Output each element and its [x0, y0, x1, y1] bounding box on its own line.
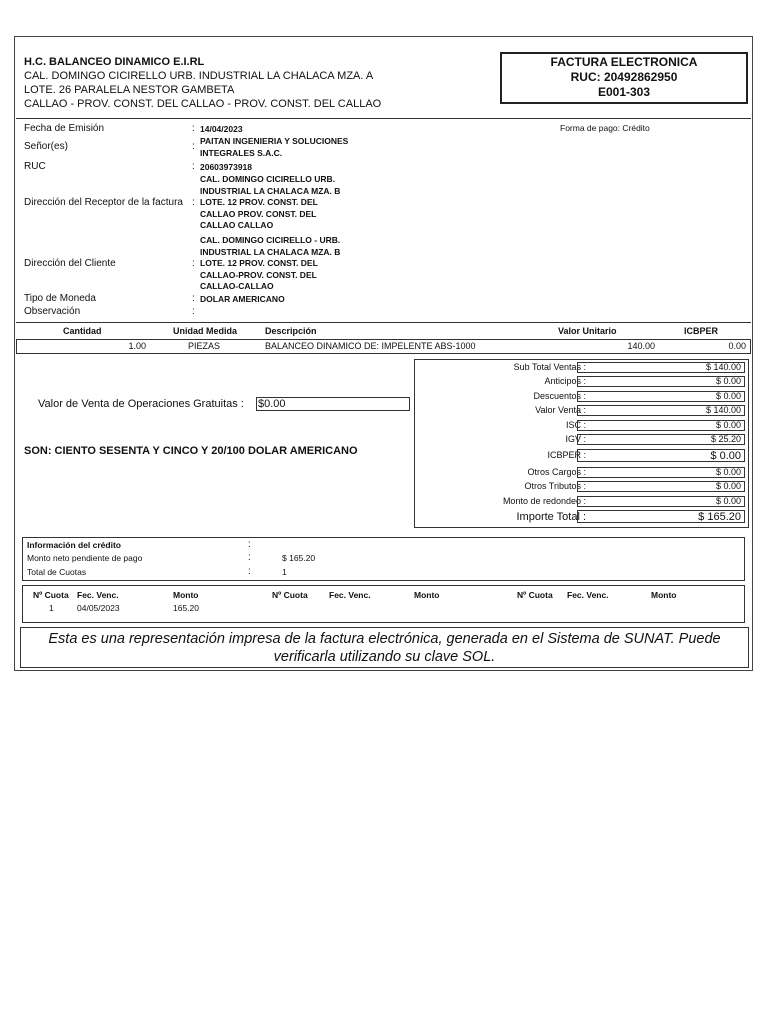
- col-valor-unitario: Valor Unitario: [558, 326, 617, 336]
- total-cuotas-label: Total de Cuotas: [27, 567, 87, 577]
- ruc-value: 20603973918: [200, 162, 253, 172]
- cuota-fecha: 04/05/2023: [77, 603, 120, 613]
- total-label: Anticipos :: [544, 376, 586, 386]
- sunat-footer-note: [20, 627, 749, 668]
- colon: :: [192, 293, 195, 304]
- invoice-title: FACTURA ELECTRONICA: [550, 55, 698, 69]
- table-bottom-line: [16, 353, 751, 354]
- colon: :: [192, 306, 195, 317]
- cell-valor-unitario: 140.00: [627, 341, 655, 351]
- colon: :: [248, 566, 251, 577]
- cuota-number: 1: [49, 603, 54, 613]
- total-value: $ 0.00: [577, 467, 745, 478]
- cuota-header: Nº Cuota: [33, 590, 69, 600]
- issuer-address-line1: CAL. DOMINGO CICIRELLO URB. INDUSTRIAL LA CHALACA MZA. A: [24, 70, 374, 82]
- issuer-name: H.C. BALANCEO DINAMICO E.I.RL: [24, 56, 205, 68]
- dir-cliente-label: Dirección del Cliente: [24, 258, 116, 269]
- monto-pendiente-label: Monto neto pendiente de pago: [27, 553, 143, 563]
- cell-cantidad: 1.00: [128, 341, 146, 351]
- dir-receptor-line: CAL. DOMINGO CICIRELLO URB.: [200, 174, 336, 184]
- dir-cliente-line: INDUSTRIAL LA CHALACA MZA. B: [200, 246, 341, 257]
- invoice-id-box: [500, 52, 748, 104]
- colon: :: [192, 258, 195, 269]
- header-divider: [16, 118, 751, 119]
- cuota-header: Monto: [414, 590, 440, 600]
- ruc-label: RUC: [24, 161, 46, 172]
- cell-unidad: PIEZAS: [188, 341, 221, 351]
- col-cantidad: Cantidad: [63, 326, 102, 336]
- table-header-line: [16, 339, 751, 340]
- monto-pendiente-value: $ 165.20: [282, 553, 316, 563]
- dir-receptor-line: CALLAO PROV. CONST. DEL: [200, 208, 317, 219]
- invoice-ruc: RUC: 20492862950: [570, 70, 678, 84]
- cuota-header: Monto: [173, 590, 199, 600]
- moneda-label: Tipo de Moneda: [24, 293, 96, 304]
- fecha-value: 14/04/2023: [200, 124, 243, 134]
- total-label: Importe Total :: [516, 511, 586, 523]
- total-label: Otros Cargos :: [527, 467, 586, 477]
- cuota-header: Monto: [651, 590, 677, 600]
- cuota-header: Nº Cuota: [272, 590, 308, 600]
- fecha-label: Fecha de Emisión: [24, 123, 105, 134]
- cell-icbper: 0.00: [728, 341, 746, 351]
- colon: :: [192, 161, 195, 172]
- son-amount-words: SON: CIENTO SESENTA Y CINCO Y 20/100 DOLAR AMERICANO: [24, 445, 358, 457]
- total-label: Descuentos :: [533, 391, 586, 401]
- dir-receptor-value: [200, 174, 340, 232]
- dir-cliente-line: LOTE. 12 PROV. CONST. DEL: [200, 258, 318, 268]
- total-label: Sub Total Ventas :: [513, 362, 586, 372]
- total-value: $ 0.00: [577, 481, 745, 492]
- moneda-value: DOLAR AMERICANO: [200, 294, 285, 304]
- dir-cliente-value: [200, 235, 340, 293]
- gratuitas-label: Valor de Venta de Operaciones Gratuitas :: [38, 398, 244, 410]
- cuota-header: Fec. Venc.: [77, 590, 119, 600]
- total-cuotas-value: 1: [282, 567, 287, 577]
- observacion-label: Observación: [24, 306, 81, 317]
- cuota-header: Nº Cuota: [517, 590, 553, 600]
- issuer-address-line2: LOTE. 26 PARALELA NESTOR GAMBETA: [24, 84, 235, 96]
- dir-receptor-line: CALLAO CALLAO: [200, 220, 274, 230]
- cuota-header: Fec. Venc.: [329, 590, 371, 600]
- dir-cliente-line: CALLAO-CALLAO: [200, 281, 274, 291]
- table-right-edge: [750, 339, 751, 353]
- importe-total-value: $ 165.20: [577, 510, 745, 523]
- table-top-line: [16, 322, 751, 323]
- total-label: Otros Tributos :: [524, 481, 586, 491]
- table-left-edge: [16, 339, 17, 353]
- dir-cliente-line: CAL. DOMINGO CICIRELLO - URB.: [200, 235, 341, 245]
- colon: :: [192, 123, 195, 134]
- total-label: ICBPER :: [547, 450, 586, 460]
- senor-value: [200, 136, 348, 159]
- cuota-header: Fec. Venc.: [567, 590, 609, 600]
- total-value: $ 0.00: [577, 420, 745, 431]
- invoice-number: E001-303: [597, 85, 651, 99]
- total-value: $ 0.00: [577, 391, 745, 402]
- dir-cliente-line: CALLAO-PROV. CONST. DEL: [200, 269, 317, 280]
- total-label: Monto de redondeo :: [502, 496, 586, 506]
- colon: :: [248, 552, 251, 563]
- colon: :: [192, 141, 195, 152]
- total-value: $ 25.20: [577, 434, 745, 445]
- total-value: $ 140.00: [577, 405, 745, 416]
- footer-line1: Esta es una representación impresa de la factura electrónica, generada en el Sistema de SUNAT. Puede: [48, 631, 721, 647]
- colon: :: [248, 539, 251, 550]
- total-label: Valor Venta :: [535, 405, 586, 415]
- col-descripcion: Descripción: [265, 326, 317, 336]
- cuotas-box: [22, 585, 745, 623]
- gratuitas-value: $0.00: [256, 397, 410, 411]
- cell-descripcion: BALANCEO DINAMICO DE: IMPELENTE ABS-1000: [265, 341, 476, 351]
- total-value: $ 140.00: [577, 362, 745, 373]
- senor-label: Señor(es): [24, 141, 68, 152]
- senor-value-line: PAITAN INGENIERIA Y SOLUCIONES: [200, 136, 349, 146]
- dir-receptor-line: LOTE. 12 PROV. CONST. DEL: [200, 197, 318, 207]
- credit-title: Información del crédito: [27, 540, 121, 550]
- col-icbper: ICBPER: [684, 326, 719, 336]
- footer-line2: verificarla utilizando su clave SOL.: [273, 649, 496, 665]
- colon: :: [192, 197, 195, 208]
- dir-receptor-label: Dirección del Receptor de la factura: [24, 197, 183, 208]
- total-label: IGV :: [565, 434, 586, 444]
- total-value: $ 0.00: [577, 496, 745, 507]
- cuota-monto: 165.20: [173, 603, 199, 613]
- senor-value-line: INTEGRALES S.A.C.: [200, 147, 283, 158]
- col-unidad-medida: Unidad Medida: [173, 326, 238, 336]
- forma-pago: Forma de pago: Crédito: [560, 123, 650, 133]
- total-value: $ 0.00: [577, 376, 745, 387]
- total-value: $ 0.00: [577, 449, 745, 462]
- dir-receptor-line: INDUSTRIAL LA CHALACA MZA. B: [200, 185, 341, 196]
- issuer-address-line3: CALLAO - PROV. CONST. DEL CALLAO - PROV. CONST. DEL CALLAO: [24, 98, 382, 110]
- total-label: ISC :: [565, 420, 586, 430]
